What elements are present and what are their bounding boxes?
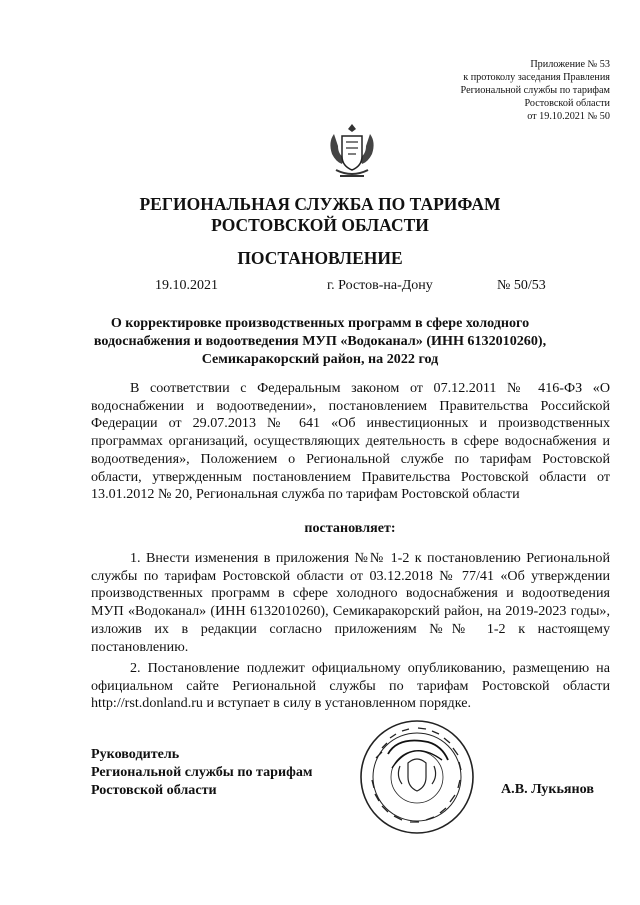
- signatory-title-line: Региональной службы по тарифам: [91, 764, 313, 780]
- decree-word: постановляет:: [304, 520, 396, 536]
- appendix-line: Региональной службы по тарифам: [460, 85, 610, 96]
- decree-item-1: 1. Внести изменения в приложения №№ 1-2 к постановлению Региональной службы по тарифам Ростовской области от 03.12.2018 № 77/41 «Об утверждении производственных программ в сфере холодного водоснабжения и водоотведения МУП «Водоканал» (ИНН 6132010260), Семикаракорский район, на 2019-2023 годы», изложив их в редакции согласно приложениям №№ 1-2 к настоящему постановлению.: [91, 550, 610, 655]
- appendix-line: Ростовской области: [524, 98, 610, 109]
- document-date: 19.10.2021: [155, 278, 218, 293]
- official-seal: [358, 718, 476, 836]
- org-name-line2: РОСТОВСКОЙ ОБЛАСТИ: [211, 215, 429, 235]
- coat-of-arms-icon: [326, 120, 378, 182]
- preamble-paragraph: В соответствии с Федеральным законом от 07.12.2011 № 416-ФЗ «О водоснабжении и водоотведении», постановлением Правительства Российской Федерации от 29.07.2013 № 641 «Об инвестиционных и производственных программах организаций, осуществляющих деятельность в сфере водоснабжения и водоотведения», Положением о Региональной службе по тарифам Ростовской области, утвержденным постановлением Правительства Ростовской области от 13.01.2012 № 20, Региональная служба по тарифам Ростовской области: [91, 380, 610, 503]
- appendix-line: Приложение № 53: [530, 59, 610, 70]
- document-type: ПОСТАНОВЛЕНИЕ: [237, 248, 403, 268]
- signatory-name: А.В. Лукьянов: [501, 781, 594, 797]
- appendix-note: [380, 58, 610, 123]
- signatory-title-line: Ростовской области: [91, 782, 217, 798]
- document-subject: О корректировке производственных программ в сфере холодного водоснабжения и водоотведения МУП «Водоканал» (ИНН 6132010260), Семикаракорский район, на 2022 год: [93, 315, 547, 367]
- document-number: № 50/53: [497, 278, 546, 293]
- appendix-line: от 19.10.2021 № 50: [527, 111, 610, 122]
- signatory-title-line: Руководитель: [91, 746, 180, 762]
- document-city: г. Ростов-на-Дону: [327, 278, 433, 293]
- decree-item-2: 2. Постановление подлежит официальному опубликованию, размещению на официальном сайте Региональной службы по тарифам Ростовской области http://rst.donland.ru и вступает в силу в установленном порядке.: [91, 660, 610, 712]
- signatory-title: [91, 745, 313, 799]
- appendix-line: к протоколу заседания Правления: [463, 72, 610, 83]
- org-name-line1: РЕГИОНАЛЬНАЯ СЛУЖБА ПО ТАРИФАМ: [139, 194, 501, 214]
